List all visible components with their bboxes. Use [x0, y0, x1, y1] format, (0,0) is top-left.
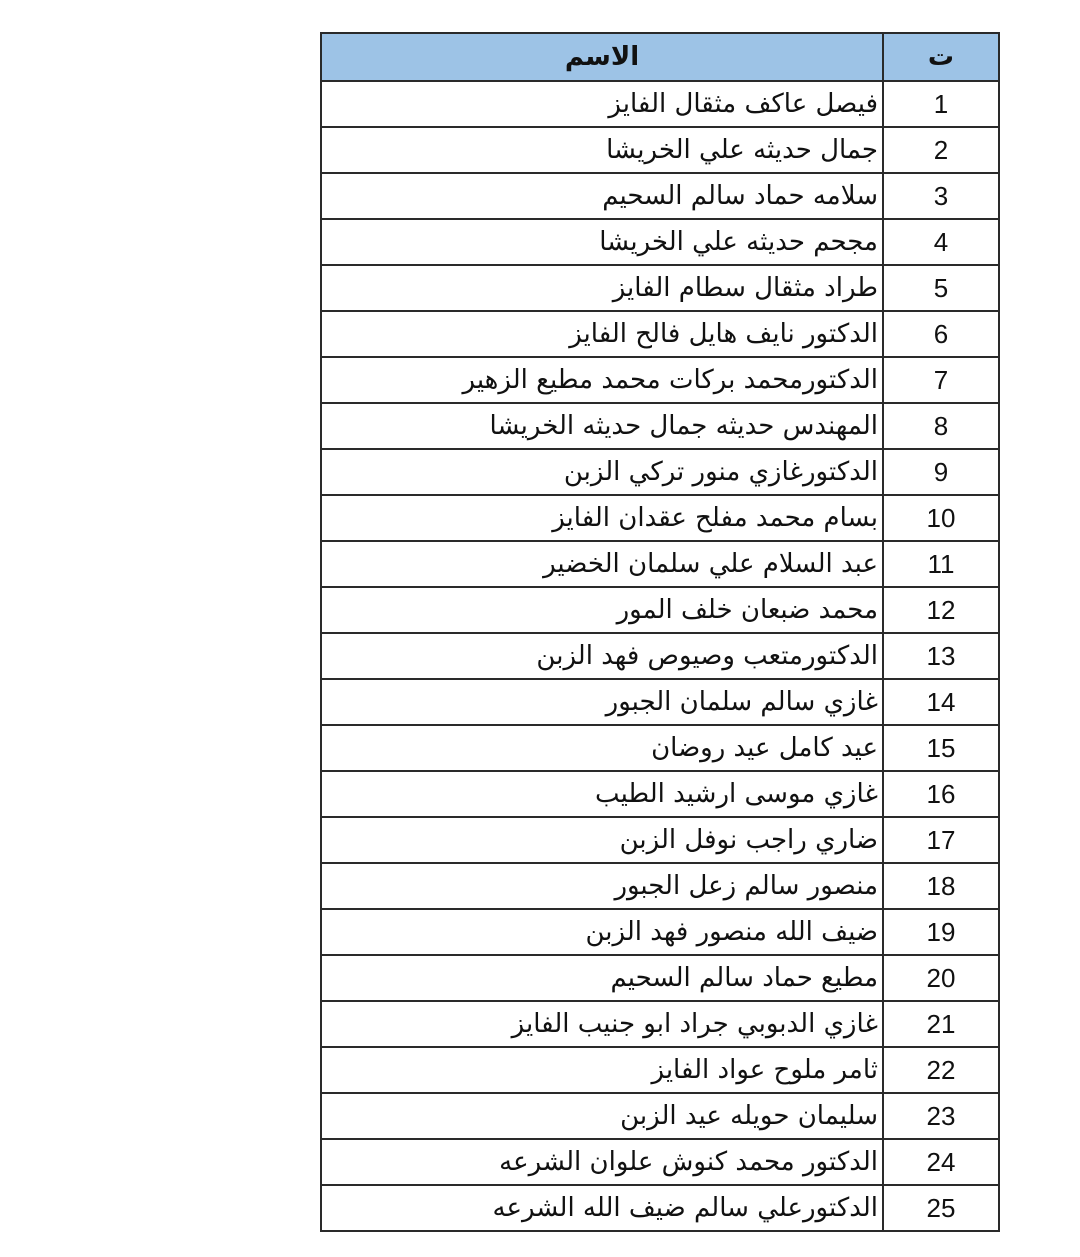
- row-number: 20: [883, 955, 999, 1001]
- row-name: ثامر ملوح عواد الفايز: [321, 1047, 883, 1093]
- table-row: [321, 1093, 999, 1139]
- row-number: 25: [883, 1185, 999, 1231]
- header-name: الاسم: [321, 33, 883, 81]
- row-name: سليمان حويله عيد الزبن: [321, 1093, 883, 1139]
- row-number: 7: [883, 357, 999, 403]
- row-number: 2: [883, 127, 999, 173]
- row-name: فيصل عاكف مثقال الفايز: [321, 81, 883, 127]
- table-row: [321, 403, 999, 449]
- row-name: غازي موسى ارشيد الطيب: [321, 771, 883, 817]
- row-number: 14: [883, 679, 999, 725]
- table-body: [321, 81, 999, 1231]
- row-name: منصور سالم زعل الجبور: [321, 863, 883, 909]
- row-name: الدكتورمتعب وصيوص فهد الزبن: [321, 633, 883, 679]
- table-row: [321, 1001, 999, 1047]
- table-row: [321, 587, 999, 633]
- row-number: 8: [883, 403, 999, 449]
- table-row: [321, 817, 999, 863]
- table-row: [321, 1185, 999, 1231]
- table-row: [321, 909, 999, 955]
- table-row: [321, 219, 999, 265]
- row-name: الدكتور نايف هايل فالح الفايز: [321, 311, 883, 357]
- spreadsheet-area: [320, 32, 998, 1232]
- row-name: المهندس حديثه جمال حديثه الخريشا: [321, 403, 883, 449]
- row-name: الدكتورمحمد بركات محمد مطيع الزهير: [321, 357, 883, 403]
- row-number: 3: [883, 173, 999, 219]
- table-row: [321, 1047, 999, 1093]
- row-number: 16: [883, 771, 999, 817]
- table-row: [321, 127, 999, 173]
- table-row: [321, 265, 999, 311]
- row-name: غازي الدبوبي جراد ابو جنيب الفايز: [321, 1001, 883, 1047]
- table-row: [321, 633, 999, 679]
- table-row: [321, 679, 999, 725]
- row-number: 24: [883, 1139, 999, 1185]
- row-name: مطيع حماد سالم السحيم: [321, 955, 883, 1001]
- row-name: الدكتورعلي سالم ضيف الله الشرعه: [321, 1185, 883, 1231]
- row-number: 6: [883, 311, 999, 357]
- row-number: 10: [883, 495, 999, 541]
- table-row: [321, 311, 999, 357]
- row-number: 11: [883, 541, 999, 587]
- row-name: جمال حديثه علي الخريشا: [321, 127, 883, 173]
- row-name: ضيف الله منصور فهد الزبن: [321, 909, 883, 955]
- row-name: غازي سالم سلمان الجبور: [321, 679, 883, 725]
- table-row: [321, 495, 999, 541]
- row-number: 5: [883, 265, 999, 311]
- row-number: 21: [883, 1001, 999, 1047]
- table-row: [321, 863, 999, 909]
- row-name: الدكتور محمد كنوش علوان الشرعه: [321, 1139, 883, 1185]
- row-number: 23: [883, 1093, 999, 1139]
- row-number: 1: [883, 81, 999, 127]
- table-row: [321, 357, 999, 403]
- table-row: [321, 81, 999, 127]
- row-number: 13: [883, 633, 999, 679]
- row-number: 17: [883, 817, 999, 863]
- row-number: 19: [883, 909, 999, 955]
- table-row: [321, 1139, 999, 1185]
- table-row: [321, 771, 999, 817]
- row-number: 4: [883, 219, 999, 265]
- row-name: محمد ضبعان خلف المور: [321, 587, 883, 633]
- row-name: الدكتورغازي منور تركي الزبن: [321, 449, 883, 495]
- row-name: مجحم حديثه علي الخريشا: [321, 219, 883, 265]
- row-name: ضاري راجب نوفل الزبن: [321, 817, 883, 863]
- table-row: [321, 955, 999, 1001]
- row-number: 9: [883, 449, 999, 495]
- row-name: سلامه حماد سالم السحيم: [321, 173, 883, 219]
- table-row: [321, 449, 999, 495]
- row-number: 18: [883, 863, 999, 909]
- header-row: [321, 33, 999, 81]
- table-row: [321, 541, 999, 587]
- names-table: [320, 32, 1000, 1232]
- row-name: بسام محمد مفلح عقدان الفايز: [321, 495, 883, 541]
- row-number: 22: [883, 1047, 999, 1093]
- row-number: 12: [883, 587, 999, 633]
- row-name: طراد مثقال سطام الفايز: [321, 265, 883, 311]
- row-name: عبد السلام علي سلمان الخضير: [321, 541, 883, 587]
- row-number: 15: [883, 725, 999, 771]
- header-number: ت: [883, 33, 999, 81]
- table-row: [321, 173, 999, 219]
- row-name: عيد كامل عيد روضان: [321, 725, 883, 771]
- table-row: [321, 725, 999, 771]
